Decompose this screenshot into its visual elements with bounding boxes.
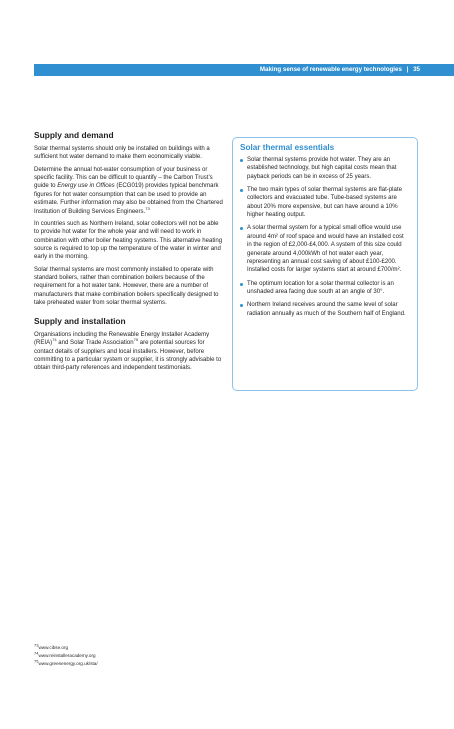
paragraph-boilers: Solar thermal systems are most commonly installed to operate with standard boilers, rather than combination boilers because of the requirement for a hot water tank. However, there are a number of manufacturers that make combination boilers specifically designed to take preheated water from solar thermal systems.	[34, 266, 219, 307]
header-title: Making sense of renewable energy technologies	[259, 66, 402, 73]
text: and Solar Trade Association	[56, 340, 134, 347]
footnote-link[interactable]: www.reinstalleracademy.org	[38, 653, 96, 658]
bullet-icon	[240, 283, 243, 286]
list-item	[240, 224, 410, 274]
list-item	[240, 301, 410, 318]
footnote-number: 73	[34, 642, 39, 648]
footnote	[34, 644, 234, 652]
footnote-link[interactable]: www.greenenergy.org.uk/sta/	[38, 661, 98, 666]
bullet-icon	[240, 304, 243, 307]
footnote-ref: 73	[145, 205, 150, 211]
heading-supply-installation: Supply and installation	[34, 315, 126, 326]
left-column	[34, 130, 224, 377]
item-text: Solar thermal systems provide hot water. They are an established technology, but high capital costs mean that payback periods can be in excess of 25 years.	[247, 157, 397, 180]
footnote-ref: 74	[52, 337, 57, 343]
paragraph-installers	[34, 331, 224, 373]
list-item	[240, 280, 410, 297]
footnote-number: 74	[34, 650, 39, 656]
footnote	[34, 652, 234, 660]
guide-title: Energy use in Offices	[57, 183, 115, 190]
item-text: The optimum location for a solar thermal collector is an unshaded area facing due south at an angle of 30°.	[247, 280, 394, 296]
paragraph-northern-ireland: In countries such as Northern Ireland, solar collectors will not be able to provide hot water for the whole year and will need to work in combination with other boiler heating systems. This alternative heating source is required to top up the temperature of the water in winter and early in the morning.	[34, 220, 223, 261]
text: (ECG019) provides typical benchmark figures for hot water consumption that can be used to provide an estimate. Further information may also be obtained from the Chartered Institution of Building Services Engineers.	[34, 183, 223, 215]
heading-supply-demand: Supply and demand	[34, 130, 114, 140]
running-header	[260, 64, 420, 76]
essentials-box	[232, 137, 418, 391]
footnote-ref: 75	[133, 337, 139, 343]
text: Organisations including the Renewable Energy Installer Academy (REIA)	[34, 331, 210, 347]
footnote-link[interactable]: www.cibse.org	[38, 645, 69, 650]
footnote-number: 75	[34, 658, 39, 664]
bullet-icon	[240, 227, 243, 230]
essentials-list	[240, 156, 410, 318]
text: Determine the annual hot-water consumption of your business or specific facility. This can be difficult to quantify – the Carbon Trust’s guide to	[34, 166, 213, 190]
item-text: A solar thermal system for a typical small office would use around 4m² of roof space and would have an installed cost in the region of £2,000-£4,000. A system of this size could generate around 4,000kWh of hot water each year, representing an annual cost saving of about £100-£200. Installed costs for larger systems start at around £700/m².	[247, 225, 404, 274]
footnote	[34, 660, 234, 668]
text: are potential sources for contact details of suppliers and local installers. However, before committing to a particular system or supplier, it is strongly advisable to obtain third-party references and independent testimonials.	[34, 340, 222, 372]
paragraph-consumption	[34, 166, 224, 216]
list-item	[240, 186, 410, 220]
list-item	[240, 156, 410, 181]
bullet-icon	[240, 159, 243, 162]
essentials-title: Solar thermal essentials	[240, 143, 335, 152]
header-separator: |	[406, 66, 409, 73]
item-text: Northern Ireland receives around the same level of solar radiation annually as much of the Southern half of England.	[247, 302, 406, 317]
item-text: The two main types of solar thermal systems are flat-plate collectors and evacuated tube. Tube-based systems are about 20% more expensive, but can have around a 10% higher heating output.	[247, 187, 402, 219]
bullet-icon	[240, 189, 243, 192]
footnotes	[34, 644, 234, 668]
paragraph-viability: Solar thermal systems should only be installed on buildings with a sufficient hot water demand to make them economically viable.	[34, 146, 210, 161]
header-bar	[34, 64, 454, 76]
page-number: 35	[413, 66, 420, 73]
